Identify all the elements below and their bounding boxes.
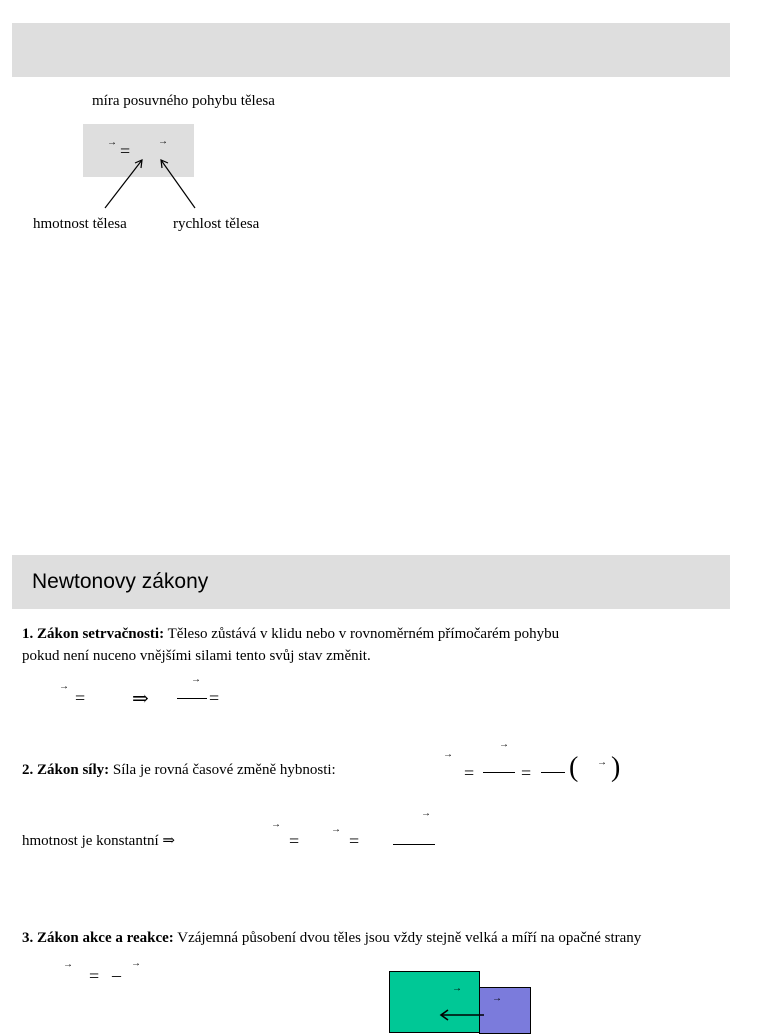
arrow-vector-icon: → [499, 739, 509, 750]
force-arrow [436, 1008, 486, 1022]
law1-line1 [22, 627, 559, 642]
arrow-vector-icon: → [191, 674, 201, 685]
arrow-vector-icon: → [492, 993, 502, 1004]
law1-heading: 1. Zákon setrvačnosti: [22, 626, 165, 642]
law2-text: Síla je rovná časové změně hybnosti: [109, 762, 336, 778]
arrow-vector-icon: → [158, 136, 168, 147]
equals-sign: = [209, 688, 220, 708]
fraction-bar [393, 844, 435, 845]
arrow-vector-icon: → [271, 819, 281, 830]
equals-sign: = [89, 966, 100, 986]
equals-sign: = [349, 831, 360, 851]
law1-text: Těleso zůstává v klidu nebo v rovnoměrném přímočarém pohybu [164, 626, 560, 642]
arrow-vector-icon: → [452, 983, 462, 994]
fraction-bar [177, 698, 207, 699]
arrow-vector-icon: → [597, 757, 607, 768]
law1-line2: pokud není nuceno vnějšími silami tento svůj stav změnit. [22, 648, 371, 664]
fraction-bar [483, 772, 515, 773]
body-purple [479, 987, 531, 1034]
law3-line [22, 931, 641, 946]
implies-symbol: ⇒ [132, 688, 149, 710]
arrow-vector-icon: → [421, 808, 431, 819]
fraction-bar [541, 772, 565, 773]
law3-heading: 3. Zákon akce a reakce: [22, 930, 174, 946]
momentum-caption: míra posuvného pohybu tělesa [92, 93, 275, 109]
arrow-vector-icon: → [443, 749, 453, 760]
slide2-header-band [12, 555, 730, 609]
arrow-vector-icon: → [59, 681, 69, 692]
arrow-vector-icon: → [107, 137, 117, 148]
slide1-header-band [12, 23, 730, 77]
equals-sign: = [289, 831, 300, 851]
constant-mass-equation [265, 808, 455, 853]
formula-pointer-arrows [95, 150, 205, 210]
equals-sign: = [464, 763, 475, 783]
arrow-vector-icon: → [131, 958, 141, 969]
law2-line [22, 763, 336, 778]
right-paren: ) [611, 752, 621, 783]
left-paren: ( [569, 752, 579, 783]
law3-text: Vzájemná působení dvou těles jsou vždy stejně velká a míří na opačné strany [173, 930, 642, 946]
label-mass: hmotnost tělesa [33, 216, 127, 232]
slide-title: Newtonovy zákony [32, 570, 209, 593]
arrow-vector-icon: → [63, 959, 73, 970]
law2-equation [440, 738, 640, 788]
law2-heading: 2. Zákon síly: [22, 762, 110, 778]
equals-sign: = [75, 688, 86, 708]
law3-equation [60, 958, 170, 992]
minus-sign: – [112, 965, 121, 985]
law1-equation [55, 676, 255, 712]
label-velocity: rychlost tělesa [173, 216, 260, 232]
equals-sign: = [521, 763, 532, 783]
constant-mass-line: hmotnost je konstantní ⇒ [22, 833, 175, 849]
equals-sign: = [120, 141, 131, 161]
arrow-vector-icon: → [331, 824, 341, 835]
